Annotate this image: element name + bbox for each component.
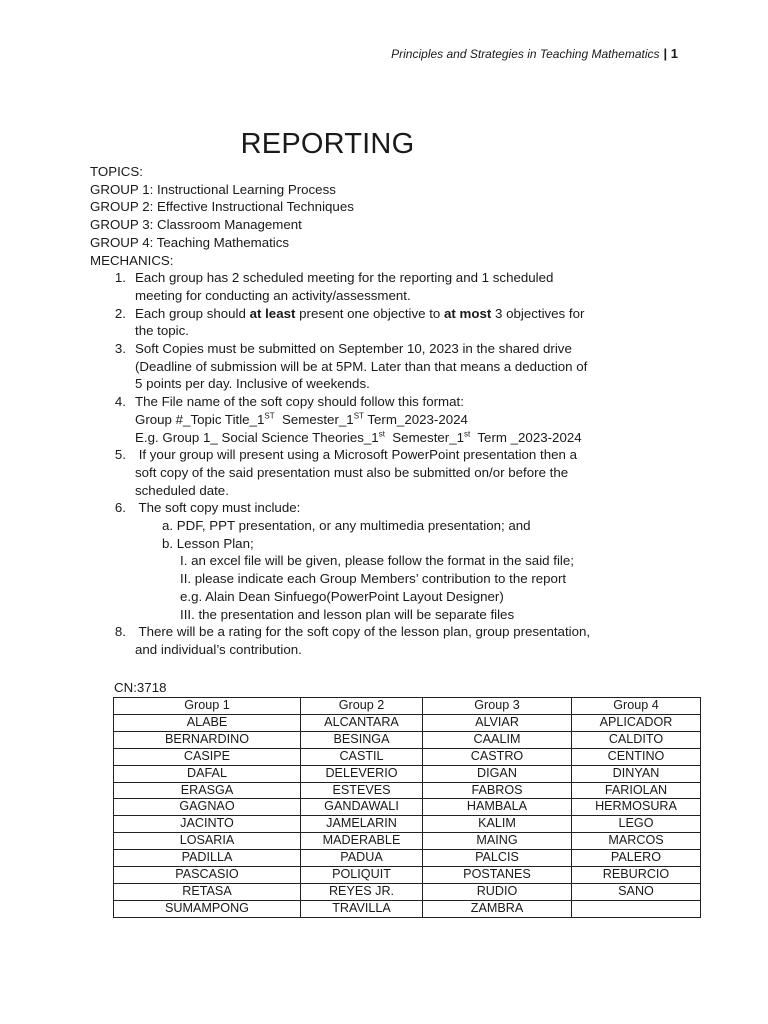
table-cell: TRAVILLA (301, 900, 423, 917)
table-cell: SUMAMPONG (114, 900, 301, 917)
sub-sub-item-i: I. an excel file will be given, please follow the format in the said file; (180, 553, 574, 569)
topics-heading: TOPICS: (90, 164, 143, 179)
table-header-cell: Group 2 (301, 698, 423, 715)
table-cell: ERASGA (114, 782, 301, 799)
mechanic-item-2-cont: the topic. (135, 323, 189, 339)
table-header-cell: Group 1 (114, 698, 301, 715)
page-header (391, 46, 678, 61)
sub-item-a: a. PDF, PPT presentation, or any multimedia presentation; and (162, 518, 531, 534)
table-cell: PALCIS (423, 850, 572, 867)
table-cell: CENTINO (572, 748, 701, 765)
mechanic-item-5-cont: scheduled date. (135, 482, 229, 498)
table-cell: PADUA (301, 850, 423, 867)
table-cell: CAALIM (423, 731, 572, 748)
header-title: Principles and Strategies in Teaching Mathematics (391, 47, 660, 61)
table-row (114, 833, 701, 850)
mechanic-item-5-cont: soft copy of the said presentation must also be submitted on/or before the (135, 464, 569, 480)
table-cell: APLICADOR (572, 714, 701, 731)
mechanic-item-4: 4. The File name of the soft copy should follow this format: (114, 394, 464, 410)
table-cell: JAMELARIN (301, 816, 423, 833)
table-header-cell: Group 3 (423, 698, 572, 715)
class-number: CN:3718 (114, 680, 167, 695)
table-cell: REYES JR. (301, 883, 423, 900)
table-cell: DAFAL (114, 765, 301, 782)
emphasis: at least (249, 305, 296, 321)
table-row (114, 799, 701, 816)
table-cell: MADERABLE (301, 833, 423, 850)
table-cell (572, 900, 701, 917)
mechanic-item-3-cont: 5 points per day. Inclusive of weekends. (135, 376, 370, 392)
sub-sub-item-ii: II. please indicate each Group Members’ contribution to the report (180, 571, 567, 587)
table-cell: SANO (572, 883, 701, 900)
table-row (114, 850, 701, 867)
table-cell: POLIQUIT (301, 867, 423, 884)
mechanic-item-3: 3. Soft Copies must be submitted on September 10, 2023 in the shared drive (114, 341, 572, 357)
table-cell: FABROS (423, 782, 572, 799)
table-cell: KALIM (423, 816, 572, 833)
table-row (114, 782, 701, 799)
mechanic-item-1: 1. Each group has 2 scheduled meeting for the reporting and 1 scheduled (114, 270, 554, 286)
table-cell: ESTEVES (301, 782, 423, 799)
table-cell: GAGNAO (114, 799, 301, 816)
table-cell: DIGAN (423, 765, 572, 782)
table-cell: GANDAWALI (301, 799, 423, 816)
table-header-row (114, 698, 701, 715)
table-cell: ALVIAR (423, 714, 572, 731)
file-name-format: Group #_Topic Title_1ST Semester_1ST Term_2023-2024 (135, 411, 468, 427)
mechanic-item-2: 2. Each group should at least present one objective to at most 3 objectives for (114, 305, 585, 321)
mechanic-item-1-cont: meeting for conducting an activity/assessment. (135, 287, 411, 303)
group-members-table (113, 697, 701, 918)
sub-sub-item-example: e.g. Alain Dean Sinfuego(PowerPoint Layout Designer) (180, 588, 504, 604)
table-cell: DINYAN (572, 765, 701, 782)
table-row (114, 765, 701, 782)
table-row (114, 714, 701, 731)
table-row (114, 816, 701, 833)
table-cell: BERNARDINO (114, 731, 301, 748)
table-row (114, 867, 701, 884)
table-cell: LOSARIA (114, 833, 301, 850)
table-cell: RETASA (114, 883, 301, 900)
emphasis: at most (444, 305, 492, 321)
mechanic-item-6: 6. The soft copy must include: (114, 500, 301, 516)
table-cell: CASIPE (114, 748, 301, 765)
table-cell: PADILLA (114, 850, 301, 867)
table-cell: CASTIL (301, 748, 423, 765)
table-row (114, 748, 701, 765)
table-cell: RUDIO (423, 883, 572, 900)
table-cell: MARCOS (572, 833, 701, 850)
topic-item: GROUP 2: Effective Instructional Techniques (90, 199, 354, 215)
table-row (114, 731, 701, 748)
topic-item: GROUP 3: Classroom Management (90, 217, 302, 233)
mechanic-item-3-cont: (Deadline of submission will be at 5PM. Later than that means a deduction of (135, 358, 588, 374)
table-cell: ALABE (114, 714, 301, 731)
table-cell: REBURCIO (572, 867, 701, 884)
table-header-cell: Group 4 (572, 698, 701, 715)
table-cell: BESINGA (301, 731, 423, 748)
mechanic-item-5: 5. If your group will present using a Microsoft PowerPoint presentation then a (114, 447, 577, 463)
table-row (114, 883, 701, 900)
table-cell: LEGO (572, 816, 701, 833)
table-cell: HAMBALA (423, 799, 572, 816)
sub-item-b: b. Lesson Plan; (162, 535, 254, 551)
table-cell: CASTRO (423, 748, 572, 765)
table-row (114, 900, 701, 917)
document-body (90, 163, 591, 659)
table-cell: MAING (423, 833, 572, 850)
table-cell: PALERO (572, 850, 701, 867)
mechanic-item-8-cont: and individual’s contribution. (135, 641, 302, 657)
mechanic-item-8: 8. There will be a rating for the soft copy of the lesson plan, group presentation, (114, 624, 591, 640)
table-cell: FARIOLAN (572, 782, 701, 799)
page-number: | 1 (663, 46, 678, 61)
table-cell: ZAMBRA (423, 900, 572, 917)
table-cell: PASCASIO (114, 867, 301, 884)
mechanics-heading: MECHANICS: (90, 252, 174, 268)
table-cell: JACINTO (114, 816, 301, 833)
page-title: REPORTING (240, 128, 415, 160)
table-cell: HERMOSURA (572, 799, 701, 816)
file-name-example: E.g. Group 1_ Social Science Theories_1st Semester_1st Term _2023-2024 (135, 429, 582, 445)
table-cell: CALDITO (572, 731, 701, 748)
table-cell: ALCANTARA (301, 714, 423, 731)
table-cell: POSTANES (423, 867, 572, 884)
topic-item: GROUP 1: Instructional Learning Process (90, 181, 336, 197)
topic-item: GROUP 4: Teaching Mathematics (90, 234, 290, 250)
table-cell: DELEVERIO (301, 765, 423, 782)
sub-sub-item-iii: III. the presentation and lesson plan will be separate files (180, 606, 515, 622)
